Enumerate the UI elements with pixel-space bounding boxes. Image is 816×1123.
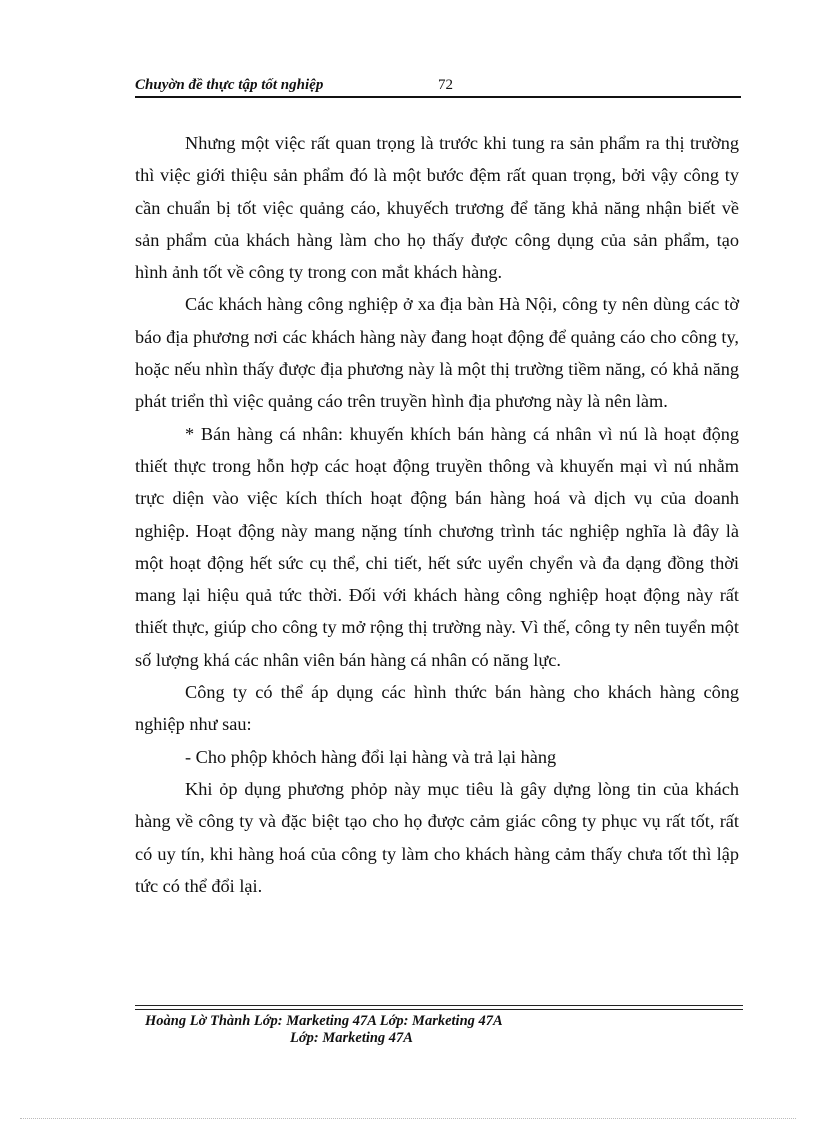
header-title: Chuyờn đề thực tập tốt nghiệp	[135, 77, 324, 93]
paragraph: Khi ỏp dụng phương phỏp này mục tiêu là gây dựng lòng tin của khách hàng về công ty và đặc biệt tạo cho họ được cảm giác công ty phục vụ rất tốt, rất có uy tín, khi hàng hoá của công ty làm cho khách hàng cảm thấy chưa tốt thì lập tức có thể đổi lại.	[135, 778, 739, 896]
footer-author-line: Hoàng Lờ Thành Lớp: Marketing 47A Lớp: Marketing 47A	[145, 1013, 503, 1029]
paragraph: Nhưng một việc rất quan trọng là trước khi tung ra sản phẩm ra thị trường thì việc giới thiệu sản phẩm đó là một bước đệm rất quan trọng, bởi vậy công ty cần chuẩn bị tốt việc quảng cáo, khuyếch trương để tăng khả năng nhận biết về sản phẩm của khách hàng làm cho họ thấy được công dụng của sản phẩm, tạo hình ảnh tốt về công ty trong con mắt khách hàng.	[135, 133, 739, 283]
footer-divider	[135, 1009, 743, 1010]
page-bottom-border	[20, 1118, 796, 1119]
paragraph: Công ty có thể áp dụng các hình thức bán hàng cho khách hàng công nghiệp như sau:	[135, 682, 739, 735]
paragraph: Các khách hàng công nghiệp ở xa địa bàn Hà Nội, công ty nên dùng các tờ báo địa phương nơi các khách hàng này đang hoạt động để quảng cáo cho công ty, hoặc nếu nhìn thấy được địa phương này là một thị trường tiềm năng, có khả năng phát triển thì việc quảng cáo trên truyền hình địa phương này là nên làm.	[135, 294, 739, 412]
footer-divider	[135, 1005, 743, 1006]
list-item: - Cho phộp khỏch hàng đổi lại hàng và trả lại hàng	[185, 746, 557, 767]
page-number: 72	[438, 77, 453, 93]
body-text	[135, 127, 739, 902]
footer-class-line: Lớp: Marketing 47A	[290, 1030, 413, 1046]
page-header	[135, 76, 741, 98]
paragraph: * Bán hàng cá nhân: khuyến khích bán hàng cá nhân vì nú là hoạt động thiết thực trong hỗn hợp các hoạt động truyền thông và khuyến mại vì nú nhằm trực diện vào việc kích thích hoạt động bán hàng hoá và dịch vụ của doanh nghiệp. Hoạt động này mang nặng tính chương trình tác nghiệp nghĩa là đây là một hoạt động hết sức cụ thể, chi tiết, hết sức uyển chyển và đa dạng đồng thời mang lại hiệu quả tức thời. Đối với khách hàng công nghiệp hoạt động này rất thiết thực, giúp cho công ty mở rộng thị trường này. Vì thế, công ty nên tuyển một số lượng khá các nhân viên bán hàng cá nhân có năng lực.	[135, 423, 739, 670]
